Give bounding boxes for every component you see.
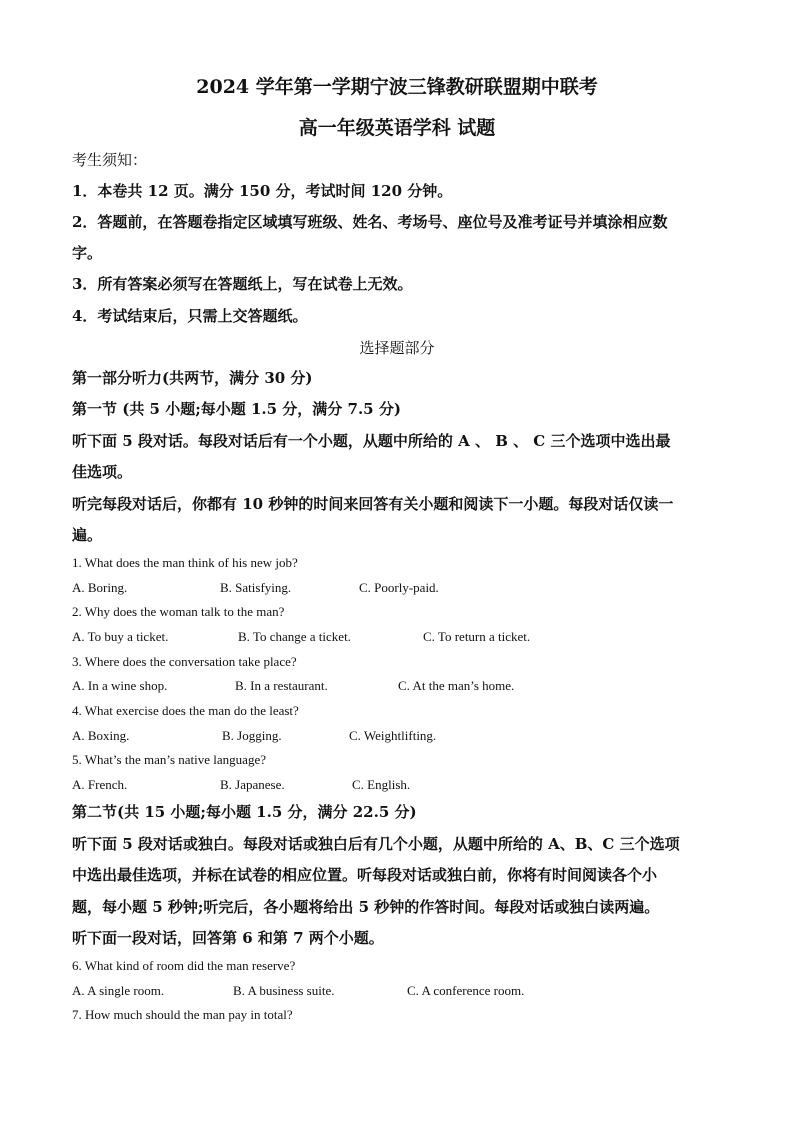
- q1-option-a: A. Boring.: [72, 580, 128, 595]
- q6-option-a: A. A single room.: [72, 983, 165, 998]
- notice-item-4: 4．考试结束后，只需上交答题纸。: [72, 307, 308, 325]
- q6-option-b: B. A business suite.: [233, 983, 335, 998]
- question-1: 1. What does the man think of his new job?: [72, 555, 298, 570]
- notice-item-2-cont: 字。: [72, 244, 103, 262]
- question-2: 2. Why does the woman talk to the man?: [72, 604, 285, 619]
- q1-option-b: B. Satisfying.: [220, 580, 292, 595]
- exam-subtitle: 高一年级英语学科 试题: [298, 117, 496, 139]
- question-4: 4. What exercise does the man do the least?: [72, 703, 299, 718]
- sec1-instruction: 听完每段对话后，你都有 10 秒钟的时间来回答有关小题和阅读下一小题。每段对话仅读一: [72, 495, 674, 513]
- q3-option-b: B. In a restaurant.: [235, 678, 328, 693]
- q4-option-a: A. Boxing.: [72, 728, 130, 743]
- q5-option-a: A. French.: [72, 777, 128, 792]
- sec1-heading: 第一节 (共 5 小题;每小题 1.5 分，满分 7.5 分): [72, 400, 401, 418]
- q4-option-c: C. Weightlifting.: [349, 728, 437, 743]
- q3-option-c: C. At the man’s home.: [398, 678, 515, 693]
- question-3: 3. Where does the conversation take place?: [72, 654, 297, 669]
- sec2-instruction: 中选出最佳选项，并标在试卷的相应位置。听每段对话或独白前，你将有时间阅读各个小: [72, 866, 658, 884]
- sec2-instruction: 题，每小题 5 秒钟;听完后，各小题将给出 5 秒钟的作答时间。每段对话或独白读两遍。: [72, 898, 660, 916]
- q5-option-c: C. English.: [352, 777, 411, 792]
- q3-option-a: A. In a wine shop.: [72, 678, 168, 693]
- question-6: 6. What kind of room did the man reserve?: [72, 958, 296, 973]
- question-7: 7. How much should the man pay in total?: [72, 1007, 293, 1022]
- section-heading: 选择题部分: [359, 339, 435, 357]
- sec2-instruction: 听下面 5 段对话或独白。每段对话或独白后有几个小题，从题中所给的 A、B、C 三个选项: [72, 835, 680, 853]
- notice-heading: 考生须知：: [72, 151, 148, 169]
- q2-option-c: C. To return a ticket.: [423, 629, 531, 644]
- q6-option-c: C. A conference room.: [407, 983, 525, 998]
- notice-item-2: 2．答题前，在答题卷指定区域填写班级、姓名、考场号、座位号及准考证号并填涂相应数: [72, 213, 668, 231]
- sec1-instruction: 遍。: [72, 526, 103, 544]
- part1-heading: 第一部分听力(共两节，满分 30 分): [72, 369, 313, 387]
- q2-option-a: A. To buy a ticket.: [72, 629, 169, 644]
- notice-item-1: 1．本卷共 12 页。满分 150 分，考试时间 120 分钟。: [72, 182, 453, 200]
- q5-option-b: B. Japanese.: [220, 777, 285, 792]
- exam-title: 2024 学年第一学期宁波三锋教研联盟期中联考: [196, 76, 598, 98]
- q1-option-c: C. Poorly-paid.: [359, 580, 439, 595]
- q4-option-b: B. Jogging.: [222, 728, 282, 743]
- sec2-instruction: 听下面一段对话，回答第 6 和第 7 两个小题。: [72, 929, 384, 947]
- notice-item-3: 3．所有答案必须写在答题纸上，写在试卷上无效。: [72, 275, 413, 293]
- q2-option-b: B. To change a ticket.: [238, 629, 351, 644]
- sec2-heading: 第二节(共 15 小题;每小题 1.5 分，满分 22.5 分): [72, 803, 417, 821]
- sec1-instruction: 听下面 5 段对话。每段对话后有一个小题，从题中所给的 A 、 B 、 C 三个选项中选出最: [72, 432, 671, 450]
- sec1-instruction: 佳选项。: [72, 463, 133, 481]
- question-5: 5. What’s the man’s native language?: [72, 752, 266, 767]
